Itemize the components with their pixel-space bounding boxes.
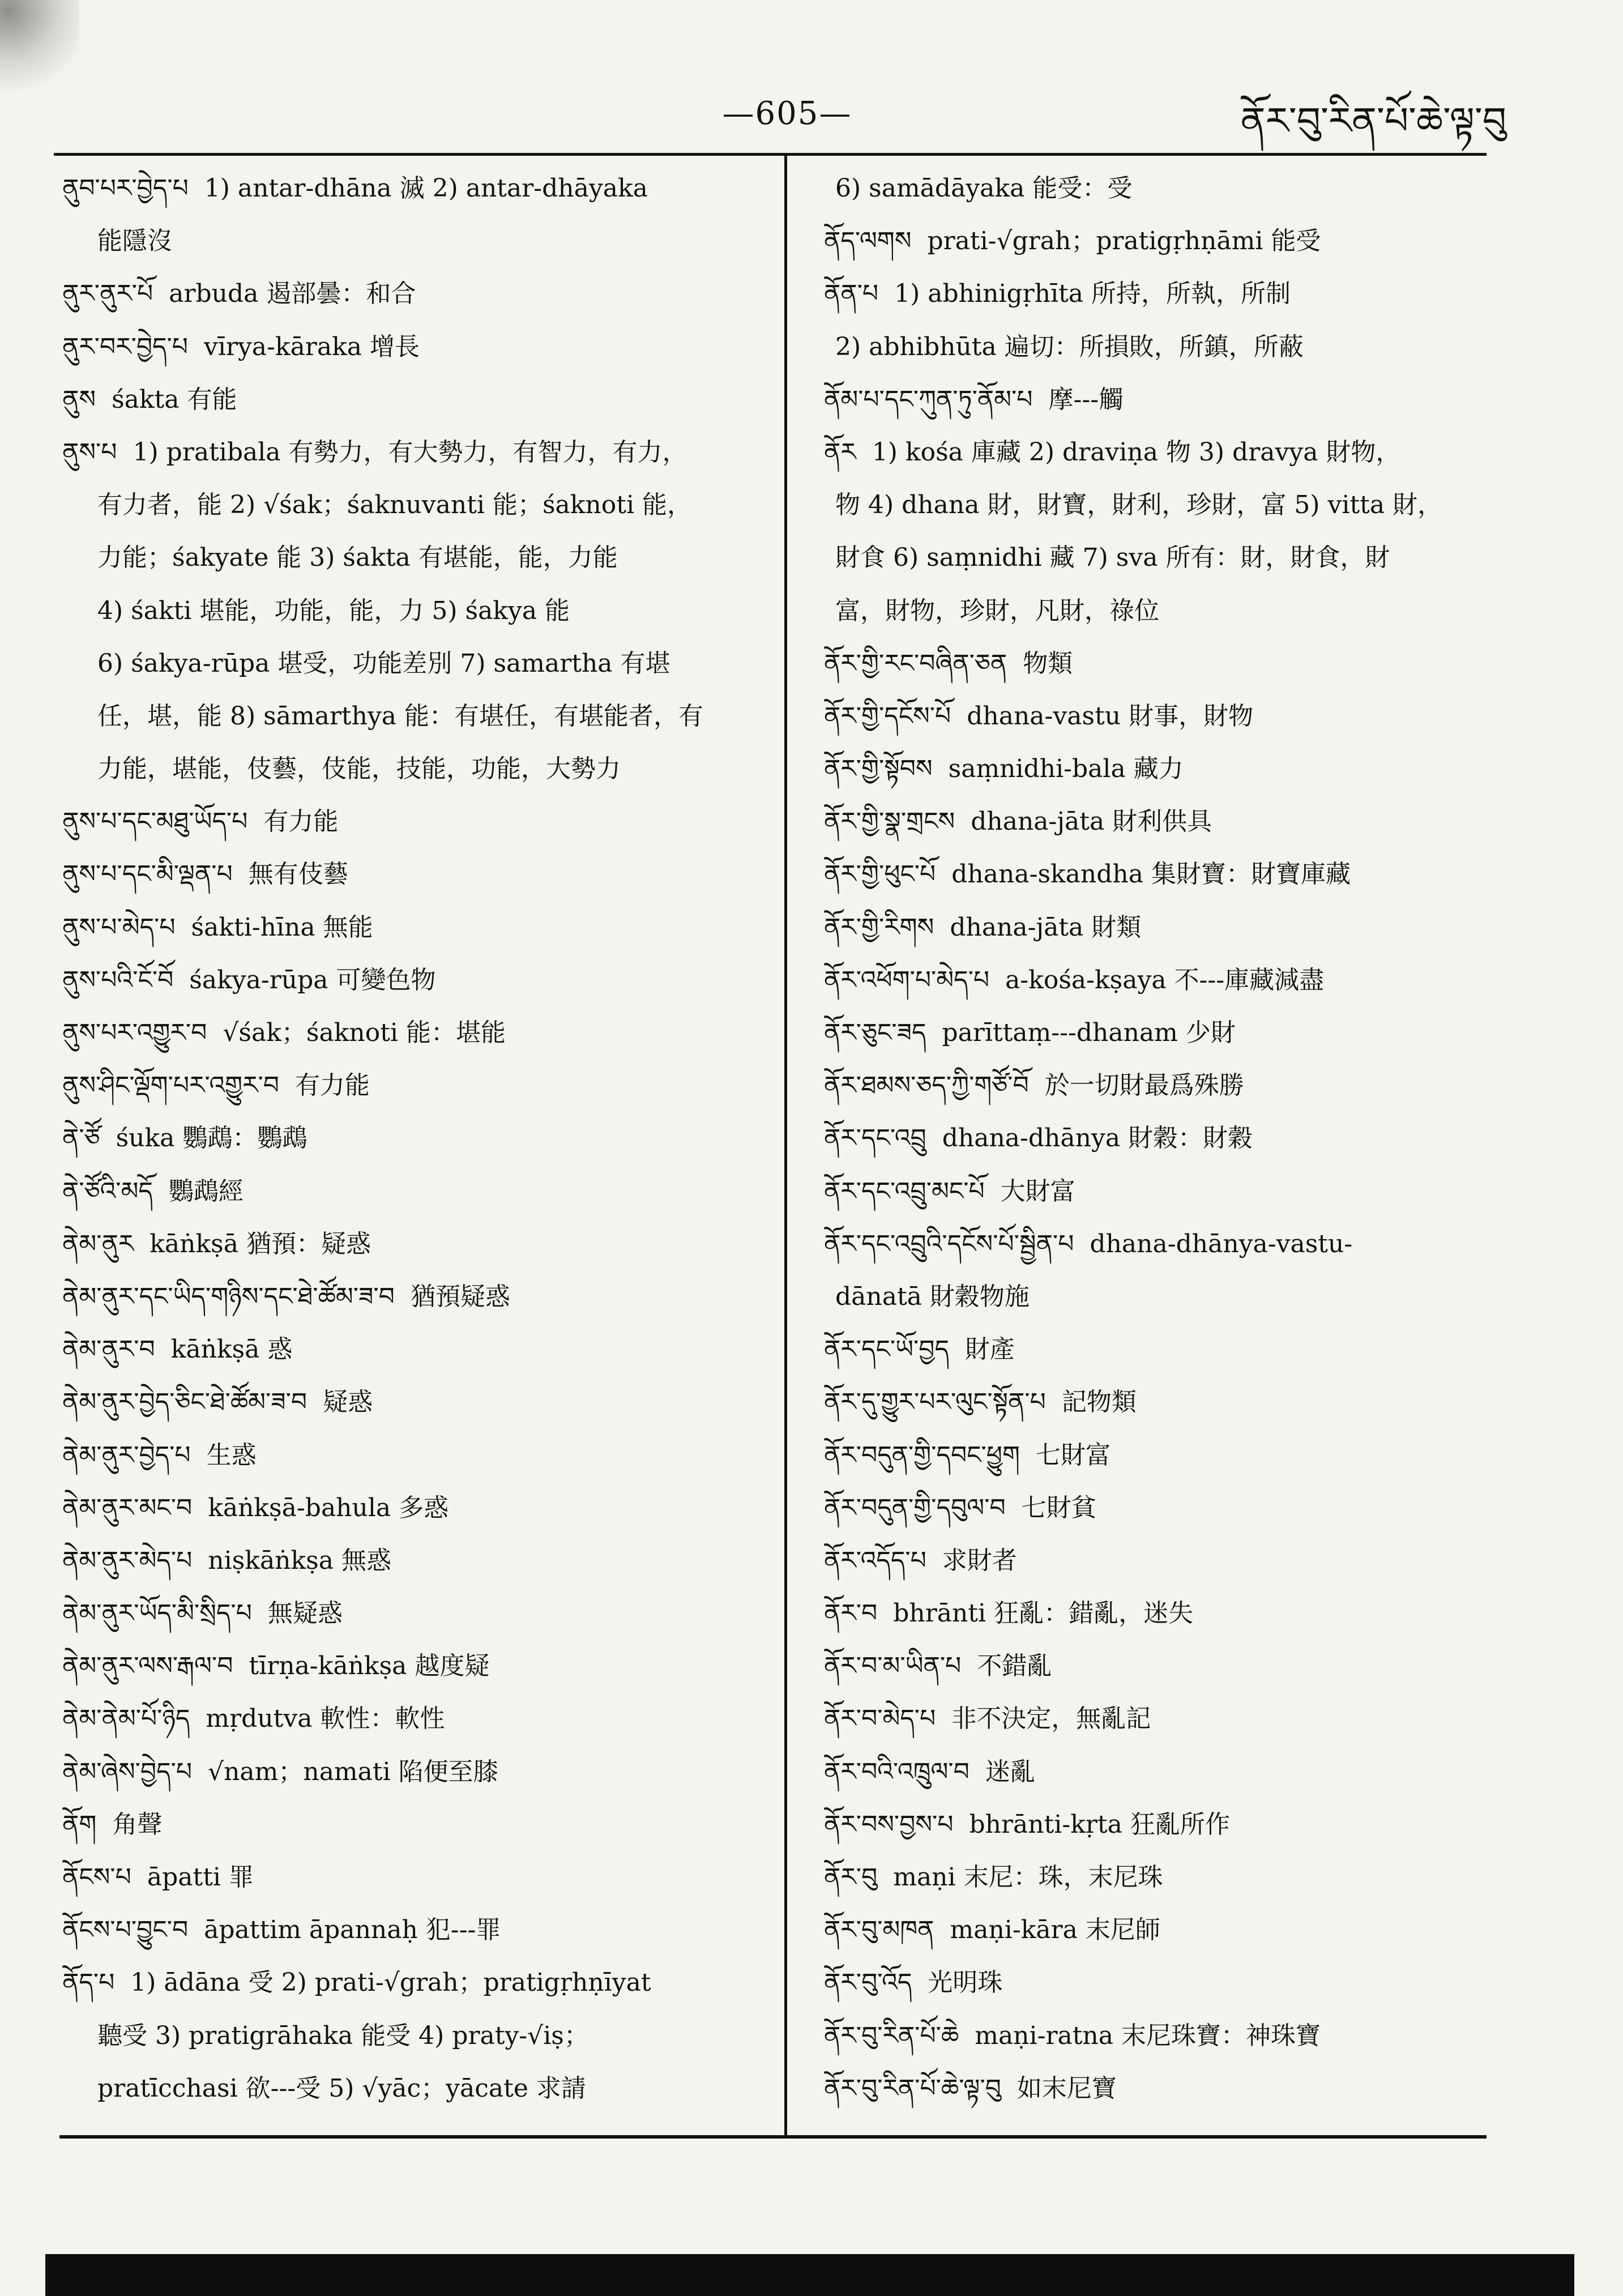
tibetan-headword: ནེམ་ནུར་མེད་པ (62, 1546, 193, 1575)
dictionary-entry (824, 1904, 1492, 1956)
tibetan-headword: ནོར་བ་མེད་པ (824, 1704, 936, 1734)
definition-text: 1) pratibala 有勢力，有大勢力，有智力，有力， (133, 437, 687, 467)
definition-text: 光明珠 (928, 1968, 1003, 1998)
entry-continuation (824, 531, 1492, 584)
definition-text: dhana-dhānya 財穀：財穀 (942, 1124, 1253, 1153)
definition-text: pratīcchasi 欲---受 5) √yāc；yācate 求請 (97, 2073, 586, 2103)
scan-shadow (0, 0, 79, 96)
tibetan-headword: ནོག (62, 1810, 97, 1839)
definition-text: 求財者 (942, 1546, 1017, 1575)
dictionary-entry (62, 1640, 770, 1692)
definition-text: prati-√grah；pratigṛhṇāmi 能受 (927, 227, 1321, 256)
entry-continuation (62, 2009, 770, 2062)
definition-text: śakti-hīna 無能 (191, 912, 373, 942)
tibetan-headword: ནེམ་ནེམ་པོ་ཉིད (62, 1704, 190, 1734)
definition-text: 七財富 (1035, 1440, 1111, 1470)
tibetan-headword: ནེམ་ནུར (62, 1229, 134, 1258)
tibetan-headword: ནོར་དང་འབྲུ་མང་པོ (824, 1176, 985, 1206)
definition-text: 6) samādāyaka 能受：受 (835, 174, 1133, 203)
dictionary-entry (824, 1112, 1492, 1164)
tibetan-headword: ནོན་པ (824, 279, 879, 309)
definition-text: 於一切財最爲殊勝 (1044, 1071, 1244, 1100)
tibetan-headword: ནོར་བུ་འོད (824, 1968, 912, 1998)
dictionary-entry (824, 1640, 1492, 1692)
right-column (824, 162, 1492, 2115)
dictionary-entry (824, 1798, 1492, 1851)
definition-text: 1) abhinigṛhīta 所持，所執，所制 (894, 279, 1291, 309)
page-number: —605— (722, 95, 852, 132)
tibetan-headword: ནུས་པའི་ངོ་བོ (62, 965, 174, 995)
tibetan-headword: ནོར་འཕོག་པ་མེད་པ (824, 965, 990, 995)
dictionary-entry (62, 321, 770, 373)
tibetan-headword: ནོངས་པ (62, 1863, 131, 1892)
tibetan-headword: ནོར་བུ (824, 1863, 878, 1892)
tibetan-headword: ནོར་བདུན་གྱི་དབང་ཕྱུག (824, 1440, 1020, 1470)
definition-text: 財食 6) saṃnidhi 藏 7) sva 所有：財，財食，財 (835, 543, 1390, 573)
bottom-rule (59, 2135, 1487, 2139)
tibetan-headword: ནོར (824, 437, 856, 467)
dictionary-entry (824, 215, 1492, 267)
tibetan-headword: ནོར་བུ་མཁན (824, 1915, 934, 1945)
dictionary-entry (62, 162, 770, 215)
definition-text: parīttaṃ---dhanam 少財 (942, 1018, 1236, 1047)
tibetan-headword: ནེམ་ནུར་ཡོད་མི་སྲིད་པ (62, 1599, 252, 1628)
tibetan-headword: ནེམ་ནུར་ལས་རྒལ་བ (62, 1651, 233, 1681)
tibetan-headword: ནོར་གྱི་རང་བཞིན་ཅན (824, 648, 1007, 678)
definition-text: 4) śakti 堪能，功能，能，力 5) śakya 能 (97, 596, 570, 625)
tibetan-headword: ནོར་འདོད་པ (824, 1546, 926, 1575)
tibetan-headword: ནོར་གྱི་དངོས་པོ (824, 701, 951, 731)
dictionary-entry (824, 690, 1492, 742)
dictionary-entry (824, 1851, 1492, 1904)
definition-text: 力能；śakyate 能 3) śakta 有堪能，能，力能 (97, 543, 618, 573)
definition-text: śuka 鸚鵡：鸚鵡 (116, 1124, 307, 1153)
dictionary-entry (62, 267, 770, 320)
dictionary-entry (62, 1112, 770, 1164)
dictionary-entry (62, 1798, 770, 1851)
definition-text: 鸚鵡經 (168, 1176, 244, 1206)
entry-continuation (62, 584, 770, 637)
dictionary-entry (824, 2009, 1492, 2062)
definition-text: 如末尼寶 (1016, 2073, 1117, 2103)
definition-text: tīrṇa-kāṅkṣa 越度疑 (249, 1651, 490, 1681)
dictionary-entry (62, 1956, 770, 2009)
definition-text: 財產 (964, 1335, 1015, 1364)
definition-text: 1) antar-dhāna 滅 2) antar-dhāyaka (204, 174, 648, 203)
dictionary-entry (62, 1904, 770, 1956)
tibetan-headword: ནུབ་པར་བྱེད་པ (62, 174, 189, 203)
dictionary-entry (824, 1587, 1492, 1640)
dictionary-entry (824, 1165, 1492, 1218)
definition-text: 力能，堪能，伎藝，伎能，技能，功能，大勢力 (97, 754, 621, 784)
dictionary-entry (824, 1006, 1492, 1059)
tibetan-headword: ནེ་ཙོ (62, 1124, 100, 1153)
definition-text: 能隱沒 (97, 227, 172, 256)
definition-text: 記物類 (1061, 1388, 1137, 1417)
definition-text: dhana-jāta 財利供具 (971, 807, 1212, 837)
dictionary-entry (62, 1165, 770, 1218)
definition-text: maṇi-kāra 末尼師 (950, 1915, 1160, 1945)
definition-text: bhrānti-kṛta 狂亂所作 (969, 1810, 1230, 1839)
definition-text: 有力能 (263, 807, 339, 837)
definition-text: 非不決定，無亂記 (951, 1704, 1151, 1734)
dictionary-entry (824, 1376, 1492, 1428)
definition-text: a-kośa-kṣaya 不---庫藏減盡 (1005, 965, 1325, 995)
definition-text: 物 4) dhana 財，財寶，財利，珍財，富 5) vitta 財， (835, 490, 1443, 520)
dictionary-entry (62, 1006, 770, 1059)
definition-text: 有力能 (294, 1071, 370, 1100)
dictionary-entry (824, 426, 1492, 479)
tibetan-headword: ནེམ་ནུར་དང་ཡིད་གཉིས་དང་ཐེ་ཚོམ་ཟ་བ (62, 1282, 395, 1311)
tibetan-headword: ནུས་པ་མེད་པ (62, 912, 176, 942)
definition-text: maṇi 末尼：珠，末尼珠 (893, 1863, 1163, 1892)
definition-text: 富，財物，珍財，凡財，祿位 (835, 596, 1159, 625)
definition-text: 猶預疑惑 (410, 1282, 510, 1311)
tibetan-headword: ནོར་བའི་འཁྲུལ་བ (824, 1757, 969, 1786)
dictionary-entry (62, 1534, 770, 1587)
definition-text: 2) abhibhūta 遍切：所損敗，所鎮，所蔽 (835, 332, 1304, 361)
tibetan-headword: ནོར་བ (824, 1599, 878, 1628)
definition-text: 疑惑 (323, 1388, 373, 1417)
tibetan-headword: ནུར་བར་བྱེད་པ (62, 332, 188, 361)
tibetan-headword: ནོད་ལགས (824, 227, 912, 256)
definition-text: 無疑惑 (267, 1599, 343, 1628)
dictionary-entry (62, 1692, 770, 1745)
tibetan-headword: ནོད་པ (62, 1968, 115, 1998)
definition-text: dhana-jāta 財類 (950, 912, 1142, 942)
definition-text: 有力者，能 2) √śak；śaknuvanti 能；śaknoti 能， (97, 490, 693, 520)
tibetan-headword: ནོར་དང་ཡོ་བྱད (824, 1335, 949, 1364)
dictionary-entry (62, 795, 770, 848)
dictionary-entry (62, 373, 770, 426)
tibetan-headword: ནེ་ཙོའི་མདོ (62, 1176, 153, 1206)
dictionary-entry (62, 1746, 770, 1798)
definition-text: maṇi-ratna 末尼珠寶：神珠寶 (975, 2021, 1321, 2050)
tibetan-headword: ནོར་བུ་རིན་པོ་ཆེ (824, 2021, 959, 2050)
tibetan-headword: ནོར་བུ་རིན་པོ་ཆེ་ལྟ་བུ (824, 2073, 1001, 2103)
entry-continuation (824, 321, 1492, 373)
dictionary-entry (62, 1059, 770, 1112)
dictionary-entry (62, 1270, 770, 1323)
definition-text: dānatā 財穀物施 (835, 1282, 1030, 1311)
entry-continuation (824, 584, 1492, 637)
definition-text: dhana-dhānya-vastu- (1090, 1229, 1353, 1258)
tibetan-headword: ནེམ་ནུར་བྱེད་ཅིང་ཐེ་ཚོམ་ཟ་བ (62, 1388, 307, 1417)
dictionary-entry (62, 954, 770, 1006)
entry-continuation (824, 162, 1492, 215)
definition-text: dhana-skandha 集財寶：財寶庫藏 (951, 860, 1351, 889)
tibetan-headword: ནེམ་ནུར་བ (62, 1335, 155, 1364)
tibetan-headword: ནོར་དང་འབྲུ (824, 1124, 926, 1153)
definition-text: √nam；namati 陷便至膝 (208, 1757, 498, 1786)
dictionary-entry (62, 848, 770, 901)
definition-text: 角聲 (112, 1810, 163, 1839)
dictionary-entry (824, 1746, 1492, 1798)
entry-continuation (62, 690, 770, 742)
definition-text: 大財富 (1000, 1176, 1075, 1206)
tibetan-headword: ནུས་ཤིང་ལྡོག་པར་འགྱུར་བ (62, 1071, 279, 1100)
dictionary-entry (824, 848, 1492, 901)
definition-text: 1) kośa 庫藏 2) draviṇa 物 3) dravya 財物， (872, 437, 1401, 467)
dictionary-entry (62, 1851, 770, 1904)
tibetan-headword: ནུས་པ་དང་མཐུ་ཡོད་པ (62, 807, 248, 837)
tibetan-headword: ནུས་པ་དང་མི་ལྡན་པ (62, 860, 233, 889)
tibetan-headword: ནོར་ཅུང་ཟད (824, 1018, 926, 1047)
tibetan-headword: ནོར་བདུན་གྱི་དབུལ་བ (824, 1493, 1006, 1522)
dictionary-entry (824, 1482, 1492, 1534)
tibetan-headword: ནོར་དང་འབྲུའི་དངོས་པོ་སྦྱིན་པ (824, 1229, 1074, 1258)
entry-continuation (824, 479, 1492, 531)
dictionary-entry (824, 2062, 1492, 2115)
tibetan-headword: ནུས་པར་འགྱུར་བ (62, 1018, 207, 1047)
definition-text: 摩---觸 (1048, 385, 1124, 414)
definition-text: 物類 (1023, 648, 1073, 678)
tibetan-headword: ནོར་དུ་གྱུར་པར་ལུང་སྟོན་པ (824, 1388, 1046, 1417)
tibetan-headword: ནོམ་པ་དང་ཀུན་ཏུ་ནོམ་པ (824, 385, 1033, 414)
definition-text: saṃnidhi-bala 藏力 (948, 754, 1184, 784)
tibetan-headword: ནོར་གྱི་ཕུང་པོ (824, 860, 936, 889)
dictionary-entry (824, 901, 1492, 954)
entry-continuation (824, 1270, 1492, 1323)
top-rule (54, 153, 1487, 156)
entry-continuation (62, 742, 770, 795)
dictionary-entry (824, 637, 1492, 690)
dictionary-entry (62, 901, 770, 954)
definition-text: niṣkāṅkṣa 無惑 (208, 1546, 391, 1575)
definition-text: 6) śakya-rūpa 堪受，功能差別 7) samartha 有堪 (97, 648, 670, 678)
definition-text: vīrya-kāraka 增長 (203, 332, 420, 361)
definition-text: dhana-vastu 財事，財物 (967, 701, 1254, 731)
running-head: ནོར་བུ་རིན་པོ་ཆེ་ལྟ་བུ (1240, 99, 1506, 143)
scan-edge-band (45, 2254, 1574, 2296)
definition-text: 1) ādāna 受 2) prati-√grah；pratigṛhṇīyat (130, 1968, 651, 1998)
tibetan-headword: ནོར་གྱི་སྟོབས (824, 754, 933, 784)
definition-text: kāṅkṣā 猶預：疑惑 (150, 1229, 371, 1258)
dictionary-entry (62, 1376, 770, 1428)
definition-text: śakya-rūpa 可變色物 (189, 965, 436, 995)
dictionary-entry (62, 426, 770, 479)
definition-text: arbuda 遏部曇：和合 (169, 279, 416, 309)
dictionary-entry (62, 1218, 770, 1270)
dictionary-entry (62, 1587, 770, 1640)
entry-continuation (62, 479, 770, 531)
column-divider (784, 153, 787, 2135)
tibetan-headword: ནེམ་ནུར་མང་བ (62, 1493, 193, 1522)
dictionary-entry (824, 1534, 1492, 1587)
entry-continuation (62, 215, 770, 267)
dictionary-entry (824, 795, 1492, 848)
tibetan-headword: ནེམ་ཞེས་བྱེད་པ (62, 1757, 193, 1786)
definition-text: 生惑 (206, 1440, 257, 1470)
dictionary-entry (62, 1429, 770, 1482)
dictionary-entry (824, 954, 1492, 1006)
dictionary-entry (62, 1323, 770, 1376)
tibetan-headword: ནོར་བས་བྱས་པ (824, 1810, 954, 1839)
tibetan-headword: ནུས (62, 385, 96, 414)
dictionary-entry (62, 1482, 770, 1534)
tibetan-headword: ནོར་གྱི་རིགས (824, 912, 934, 942)
dictionary-entry (824, 742, 1492, 795)
dictionary-entry (824, 267, 1492, 320)
dictionary-entry (824, 1429, 1492, 1482)
tibetan-headword: ནེམ་ནུར་བྱེད་པ (62, 1440, 191, 1470)
definition-text: 七財貧 (1021, 1493, 1096, 1522)
dictionary-entry (824, 1956, 1492, 2009)
definition-text: 不錯亂 (977, 1651, 1052, 1681)
tibetan-headword: ནོར་ཐམས་ཅད་ཀྱི་གཙོ་བོ (824, 1071, 1029, 1100)
definition-text: bhrānti 狂亂：錯亂，迷失 (893, 1599, 1194, 1628)
dictionary-entry (824, 1323, 1492, 1376)
definition-text: śakta 有能 (112, 385, 237, 414)
dictionary-entry (824, 1692, 1492, 1745)
entry-continuation (62, 637, 770, 690)
left-column (62, 162, 770, 2115)
definition-text: √śak；śaknoti 能：堪能 (223, 1018, 506, 1047)
definition-text: 無有伎藝 (248, 860, 348, 889)
definition-text: mṛdutva 軟性：軟性 (206, 1704, 445, 1734)
definition-text: 任，堪，能 8) sāmarthya 能：有堪任，有堪能者，有 (97, 701, 704, 731)
definition-text: 迷亂 (985, 1757, 1035, 1786)
tibetan-headword: ནུས་པ (62, 437, 117, 467)
dictionary-entry (824, 373, 1492, 426)
definition-text: āpattim āpannaḥ 犯---罪 (204, 1915, 501, 1945)
tibetan-headword: ནོར་གྱི་སྣ་གྲངས (824, 807, 955, 837)
definition-text: kāṅkṣā-bahula 多惑 (208, 1493, 449, 1522)
definition-text: āpatti 罪 (147, 1863, 254, 1892)
definition-text: 聽受 3) pratigrāhaka 能受 4) praty-√iṣ； (97, 2021, 589, 2050)
tibetan-headword: ནོངས་པ་བྱུང་བ (62, 1915, 189, 1945)
tibetan-headword: ནོར་བ་མ་ཡིན་པ (824, 1651, 962, 1681)
entry-continuation (62, 2062, 770, 2115)
dictionary-entry (824, 1218, 1492, 1270)
dictionary-entry (824, 1059, 1492, 1112)
definition-text: kāṅkṣā 惑 (170, 1335, 293, 1364)
entry-continuation (62, 531, 770, 584)
tibetan-headword: ནུར་ནུར་པོ (62, 279, 153, 309)
